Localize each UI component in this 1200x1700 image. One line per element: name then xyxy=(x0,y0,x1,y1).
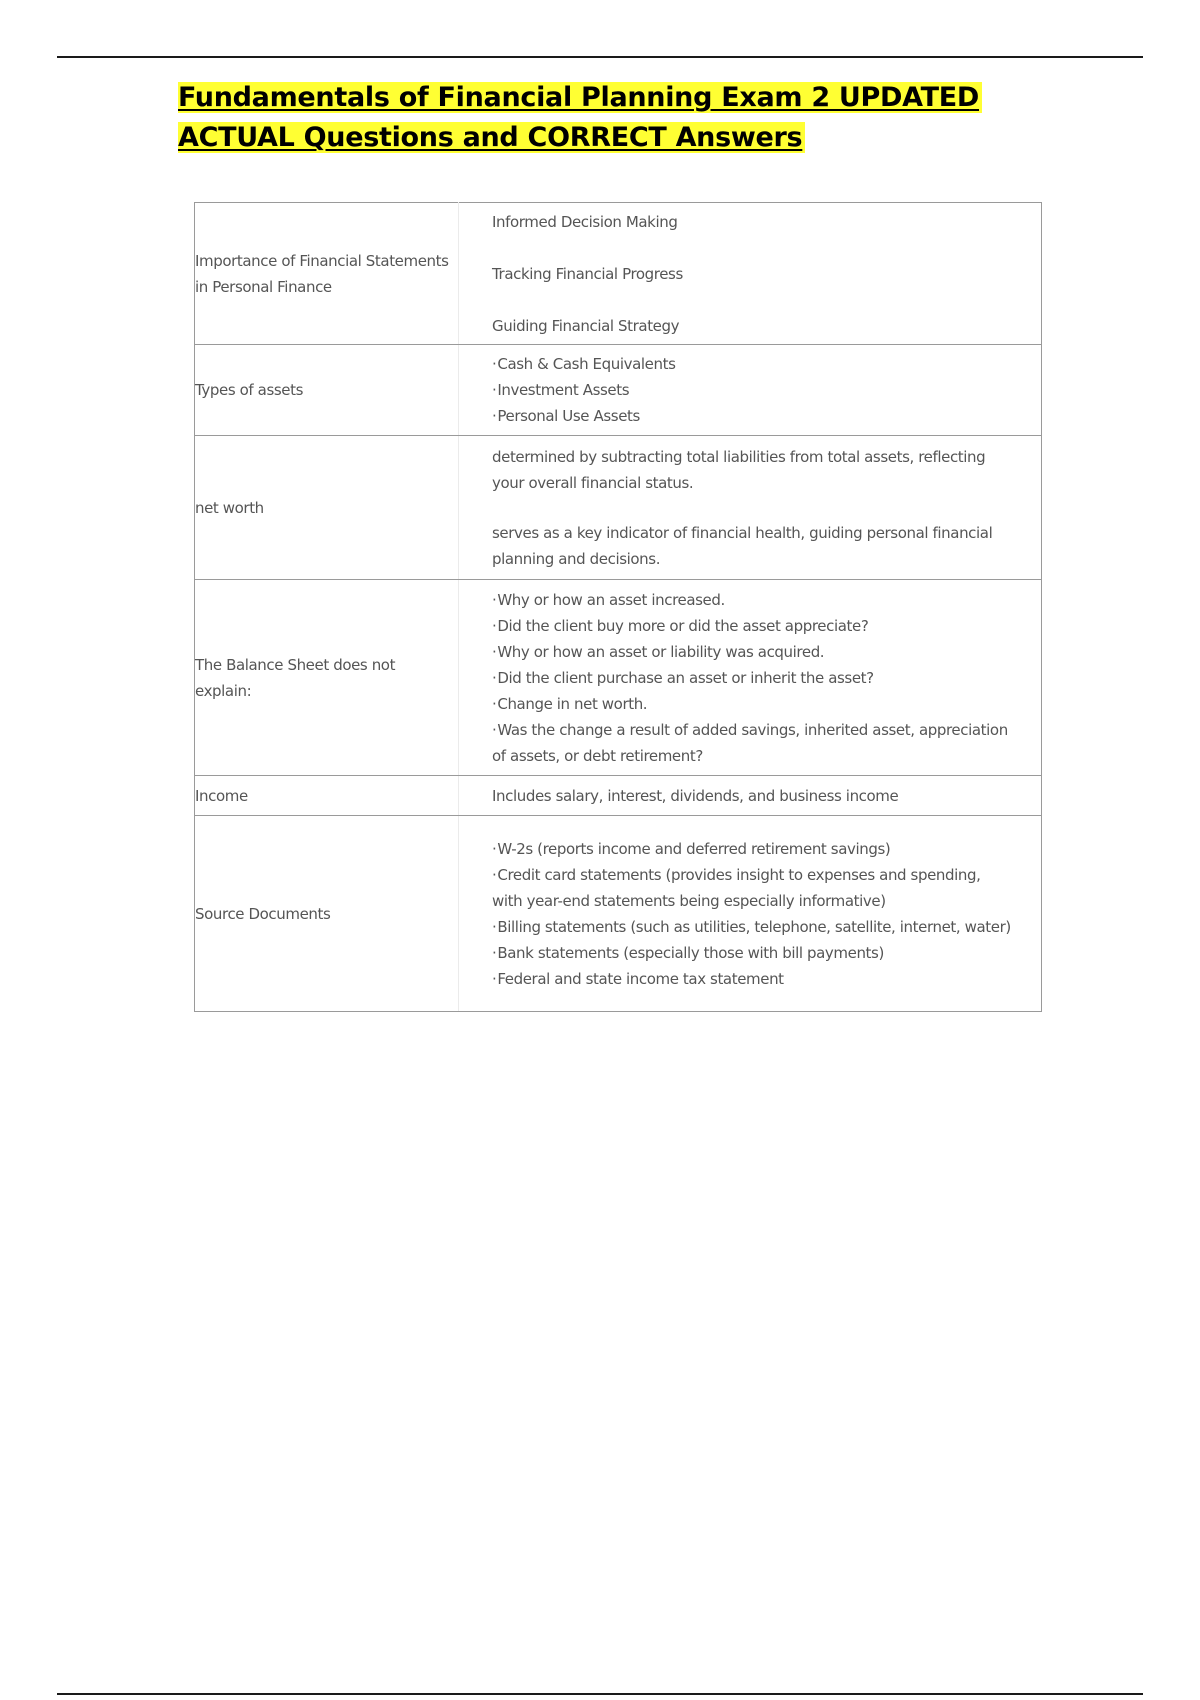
table-row xyxy=(195,816,1042,1012)
answer-line: Includes salary, interest, dividends, and business income xyxy=(492,786,899,805)
title-line-1: Fundamentals of Financial Planning Exam 2 UPDATED xyxy=(178,82,982,113)
answer-line: · Why or how an asset or liability was acquired. xyxy=(492,639,1011,665)
question-cell: net worth xyxy=(195,436,459,580)
question-cell: Income xyxy=(195,776,459,816)
answer-line: Guiding Financial Strategy xyxy=(492,316,680,335)
table-row xyxy=(195,580,1042,776)
answer-line: · Federal and state income tax statement xyxy=(492,966,1011,992)
question-cell: Types of assets xyxy=(195,345,459,436)
table-row xyxy=(195,203,1042,345)
answer-cell xyxy=(459,203,1042,345)
question-cell: The Balance Sheet does not explain: xyxy=(195,580,459,776)
answer-line: · Personal Use Assets xyxy=(492,403,1011,429)
answer-line: · Investment Assets xyxy=(492,377,1011,403)
answer-cell xyxy=(459,776,1042,816)
answer-line: Tracking Financial Progress xyxy=(492,264,683,283)
answer-line: · Did the client buy more or did the asset appreciate? xyxy=(492,613,1011,639)
footer-rule xyxy=(57,1693,1143,1695)
answer-line: · Did the client purchase an asset or inherit the asset? xyxy=(492,665,1011,691)
answer-cell xyxy=(459,345,1042,436)
answer-line: · Change in net worth. xyxy=(492,691,1011,717)
answer-line: serves as a key indicator of financial health, guiding personal financial planning and decisions. xyxy=(492,523,993,568)
answer-line: · W-2s (reports income and deferred retirement savings) xyxy=(492,836,1011,862)
answer-line: · Was the change a result of added savings, inherited asset, appreciation of assets, or debt retirement? xyxy=(492,717,1011,769)
answer-line: determined by subtracting total liabilities from total assets, reflecting your overall financial status. xyxy=(492,447,986,492)
answer-line: · Why or how an asset increased. xyxy=(492,587,1011,613)
answer-cell xyxy=(459,816,1042,1012)
header-rule xyxy=(57,56,1143,58)
answer-line: · Billing statements (such as utilities, telephone, satellite, internet, water) xyxy=(492,914,1011,940)
question-cell: Importance of Financial Statements in Personal Finance xyxy=(195,203,459,345)
table-row xyxy=(195,776,1042,816)
answer-cell xyxy=(459,436,1042,580)
answer-line: · Credit card statements (provides insight to expenses and spending, with year-end statements being especially informative) xyxy=(492,862,1011,914)
page-title xyxy=(178,78,1018,158)
answer-line: · Cash & Cash Equivalents xyxy=(492,351,1011,377)
answer-cell xyxy=(459,580,1042,776)
table-row xyxy=(195,436,1042,580)
table-row xyxy=(195,345,1042,436)
answer-line: Informed Decision Making xyxy=(492,212,678,231)
question-cell: Source Documents xyxy=(195,816,459,1012)
answer-line: · Bank statements (especially those with bill payments) xyxy=(492,940,1011,966)
title-line-2: ACTUAL Questions and CORRECT Answers xyxy=(178,122,805,153)
qa-table xyxy=(194,202,1042,1012)
